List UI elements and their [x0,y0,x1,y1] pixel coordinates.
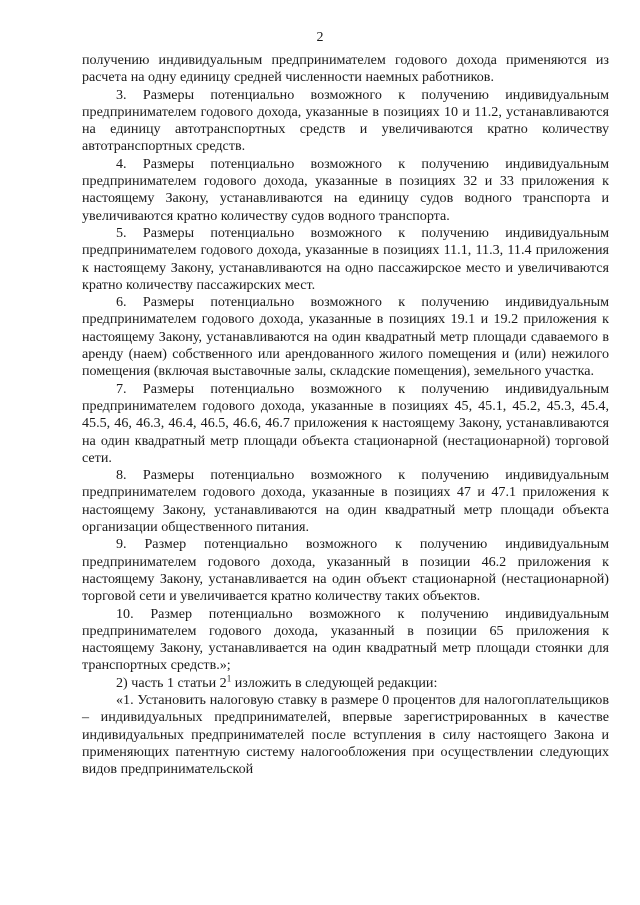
paragraph-3: 3. Размеры потенциально возможного к получению индивидуальным предпринимателем годового дохода, указанные в позициях 10 и 11.2, устанавливаются на единицу автотранспортных средств и увеличиваются кратно количеству автотранспортных средств. [82,86,609,155]
paragraph-5: 5. Размеры потенциально возможного к получению индивидуальным предпринимателем годового дохода, указанные в позициях 11.1, 11.3, 11.4 приложения к настоящему Закону, устанавливаются на одно пассажирское место и увеличиваются кратно количеству пассажирских мест. [82,224,609,293]
amendment-text: 2) часть 1 статьи 2 [116,674,227,691]
page-number: 2 [316,30,324,45]
amendment-item-2 [82,675,609,692]
paragraph-4: 4. Размеры потенциально возможного к получению индивидуальным предпринимателем годового дохода, указанные в позициях 32 и 33 приложения к настоящему Закону, устанавливаются на единицу судов водного транспорта и увеличиваются кратно количеству судов водного транспорта. [82,155,609,224]
new-wording-paragraph: «1. Установить налоговую ставку в размере 0 процентов для налогоплательщиков – индивидуальных предпринимателей, впервые зарегистрированных в качестве индивидуальных предпринимателей после вступления в силу настоящего Закона и применяющих патентную систему налогообложения при осуществлении следующих видов предпринимательской [82,691,609,778]
paragraph-10: 10. Размер потенциально возможного к получению индивидуальным предпринимателем годового дохода, указанный в позиции 65 приложения к настоящему Закону, устанавливается на один квадратный метр площади стоянки для транспортных средств.»; [82,605,609,674]
paragraph-8: 8. Размеры потенциально возможного к получению индивидуальным предпринимателем годового дохода, указанные в позициях 47 и 47.1 приложения к настоящему Закону, устанавливаются на один квадратный метр площади объекта организации общественного питания. [82,467,609,536]
paragraph-continuation: получению индивидуальным предпринимателем годового дохода применяются из расчета на одну единицу средней численности наемных работников. [82,52,609,86]
paragraph-9: 9. Размер потенциально возможного к получению индивидуальным предпринимателем годового дохода, указанный в позиции 46.2 приложения к настоящему Закону, устанавливается на один объект стационарной (нестационарной) торговой сети и увеличивается кратно количеству таких объектов. [82,536,609,605]
paragraph-6: 6. Размеры потенциально возможного к получению индивидуальным предпринимателем годового дохода, указанные в позициях 19.1 и 19.2 приложения к настоящему Закону, устанавливаются на один квадратный метр площади сдаваемого в аренду (наем) собственного или арендованного жилого помещения и (или) нежилого помещения (включая выставочные залы, складские помещения), земельного участка. [82,294,609,380]
document-body [82,52,609,778]
article-superscript: 1 [226,673,232,683]
paragraph-7: 7. Размеры потенциально возможного к получению индивидуальным предпринимателем годового дохода, указанные в позициях 45, 45.1, 45.2, 45.3, 45.4, 45.5, 46, 46.3, 46.4, 46.5, 46.6, 46.7 приложения к настоящему Закону, устанавливаются на один квадратный метр площади объекта стационарной (нестационарной) торговой сети. [82,380,609,466]
amendment-text-end: изложить в следующей редакции: [231,674,438,691]
